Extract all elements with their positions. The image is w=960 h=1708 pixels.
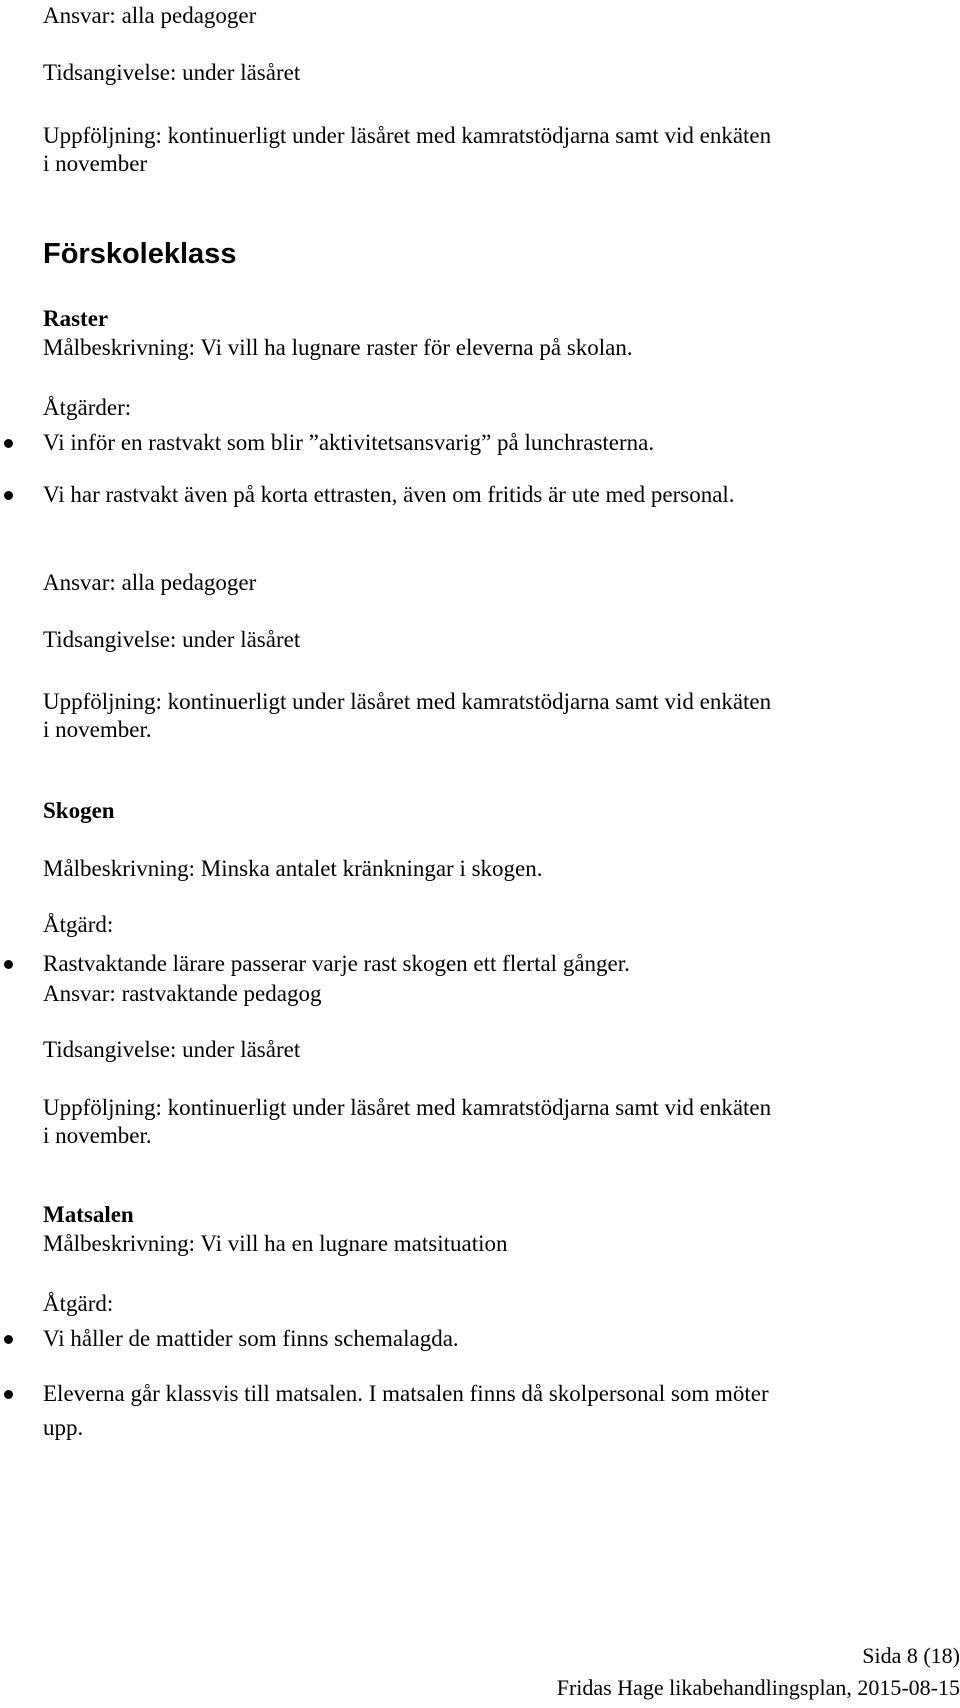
raster-tidsangivelse: Tidsangivelse: under läsåret — [43, 627, 301, 652]
raster-uppfoljning-cont: i november. — [43, 717, 152, 742]
bullet-icon — [4, 960, 13, 969]
matsalen-bullet-2: Eleverna går klassvis till matsalen. I matsalen finns då skolpersonal som möter — [43, 1381, 769, 1406]
matsalen-atgard-label: Åtgärd: — [43, 1291, 114, 1316]
raster-malbeskrivning: Målbeskrivning: Vi vill ha lugnare raster för eleverna på skolan. — [43, 335, 633, 360]
section-title: Förskoleklass — [43, 238, 237, 270]
raster-atgarder-label: Åtgärder: — [43, 395, 132, 420]
skogen-tidsangivelse: Tidsangivelse: under läsåret — [43, 1037, 301, 1062]
raster-ansvar: Ansvar: alla pedagoger — [43, 570, 257, 595]
tidsangivelse-text: Tidsangivelse: under läsåret — [43, 60, 301, 85]
bullet-icon — [4, 439, 13, 448]
matsalen-bullet-1: Vi håller de mattider som finns schemalagda. — [43, 1326, 459, 1351]
skogen-malbeskrivning: Målbeskrivning: Minska antalet kränkningar i skogen. — [43, 856, 543, 881]
skogen-uppfoljning-cont: i november. — [43, 1123, 152, 1148]
skogen-uppfoljning: Uppföljning: kontinuerligt under läsåret med kamratstödjarna samt vid enkäten — [43, 1095, 772, 1120]
matsalen-bullet-2-cont: upp. — [43, 1415, 84, 1440]
matsalen-heading: Matsalen — [43, 1202, 134, 1227]
raster-bullet-1: Vi inför en rastvakt som blir ”aktivitetsansvarig” på lunchrasterna. — [43, 430, 655, 455]
ansvar-text: Ansvar: alla pedagoger — [43, 3, 257, 28]
page-number: Sida 8 (18) — [862, 1643, 960, 1668]
skogen-heading: Skogen — [43, 798, 115, 823]
uppfoljning-text-cont: i november — [43, 151, 148, 176]
skogen-ansvar: Ansvar: rastvaktande pedagog — [43, 981, 322, 1006]
skogen-bullet-1: Rastvaktande lärare passerar varje rast skogen ett flertal gånger. — [43, 951, 630, 976]
bullet-icon — [4, 1390, 13, 1399]
bullet-icon — [4, 1335, 13, 1344]
uppfoljning-text: Uppföljning: kontinuerligt under läsåret med kamratstödjarna samt vid enkäten — [43, 123, 772, 148]
raster-bullet-2: Vi har rastvakt även på korta ettrasten, även om fritids är ute med personal. — [43, 482, 735, 507]
raster-heading: Raster — [43, 306, 109, 331]
bullet-icon — [4, 491, 13, 500]
raster-uppfoljning: Uppföljning: kontinuerligt under läsåret med kamratstödjarna samt vid enkäten — [43, 689, 772, 714]
skogen-atgard-label: Åtgärd: — [43, 912, 114, 937]
document-footer: Fridas Hage likabehandlingsplan, 2015-08-15 — [556, 1675, 960, 1700]
matsalen-malbeskrivning: Målbeskrivning: Vi vill ha en lugnare matsituation — [43, 1231, 508, 1256]
